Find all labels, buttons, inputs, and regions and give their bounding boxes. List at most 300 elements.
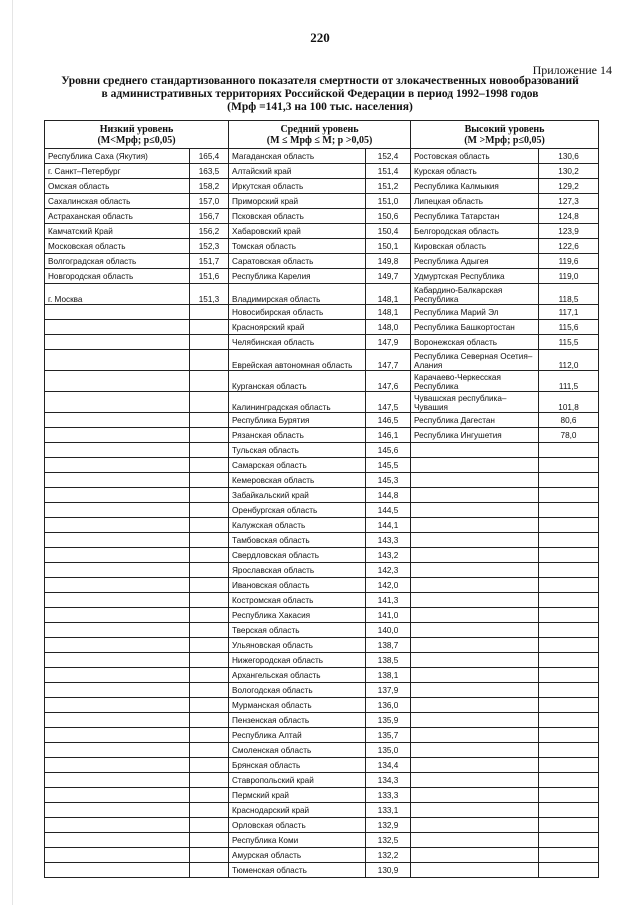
low-region-cell bbox=[45, 848, 190, 863]
low-region-cell bbox=[45, 683, 190, 698]
high-region-cell bbox=[411, 623, 539, 638]
high-region-cell: Удмуртская Республика bbox=[411, 269, 539, 284]
low-value-cell bbox=[190, 803, 229, 818]
table-row bbox=[45, 179, 599, 194]
low-value-cell: 151,3 bbox=[190, 284, 229, 305]
low-value-cell bbox=[190, 593, 229, 608]
mid-region-cell: Ставропольский край bbox=[229, 773, 366, 788]
mid-value-cell: 144,8 bbox=[366, 488, 411, 503]
mid-value-cell: 151,4 bbox=[366, 164, 411, 179]
high-region-cell: Чувашская республика–Чувашия bbox=[411, 392, 539, 413]
high-value-cell bbox=[539, 473, 599, 488]
mid-region-cell: Республика Карелия bbox=[229, 269, 366, 284]
high-value-cell bbox=[539, 818, 599, 833]
mid-value-cell: 145,3 bbox=[366, 473, 411, 488]
low-value-cell: 158,2 bbox=[190, 179, 229, 194]
table-row bbox=[45, 254, 599, 269]
mid-value-cell: 132,2 bbox=[366, 848, 411, 863]
high-region-cell: Воронежская область bbox=[411, 335, 539, 350]
high-value-cell bbox=[539, 653, 599, 668]
high-region-cell: Курская область bbox=[411, 164, 539, 179]
low-value-cell bbox=[190, 563, 229, 578]
high-region-cell bbox=[411, 578, 539, 593]
high-region-cell: Республика Северная Осетия–Алания bbox=[411, 350, 539, 371]
low-value-cell: 156,2 bbox=[190, 224, 229, 239]
mid-value-cell: 144,1 bbox=[366, 518, 411, 533]
mid-region-cell: Республика Бурятия bbox=[229, 413, 366, 428]
table-row bbox=[45, 392, 599, 413]
high-value-cell bbox=[539, 548, 599, 563]
low-value-cell bbox=[190, 320, 229, 335]
mid-value-cell: 145,6 bbox=[366, 443, 411, 458]
low-value-cell: 157,0 bbox=[190, 194, 229, 209]
table-row bbox=[45, 284, 599, 305]
low-value-cell bbox=[190, 698, 229, 713]
table-row bbox=[45, 443, 599, 458]
title-line-3: (Мрф =141,3 на 100 тыс. населения) bbox=[227, 101, 413, 113]
low-value-cell bbox=[190, 488, 229, 503]
high-value-cell bbox=[539, 533, 599, 548]
high-region-cell bbox=[411, 653, 539, 668]
low-value-cell bbox=[190, 863, 229, 878]
low-region-cell: Омская область bbox=[45, 179, 190, 194]
high-region-cell bbox=[411, 608, 539, 623]
mid-region-cell: Костромская область bbox=[229, 593, 366, 608]
mid-region-cell: Республика Коми bbox=[229, 833, 366, 848]
low-value-cell bbox=[190, 743, 229, 758]
low-region-cell bbox=[45, 458, 190, 473]
mid-value-cell: 143,3 bbox=[366, 533, 411, 548]
mid-region-cell: Приморский край bbox=[229, 194, 366, 209]
low-region-cell bbox=[45, 473, 190, 488]
high-region-cell: Республика Башкортостан bbox=[411, 320, 539, 335]
low-value-cell: 151,7 bbox=[190, 254, 229, 269]
high-value-cell: 117,1 bbox=[539, 305, 599, 320]
low-value-cell bbox=[190, 533, 229, 548]
mid-value-cell: 151,2 bbox=[366, 179, 411, 194]
mid-region-cell: Саратовская область bbox=[229, 254, 366, 269]
mid-value-cell: 132,5 bbox=[366, 833, 411, 848]
high-region-cell bbox=[411, 698, 539, 713]
mid-region-cell: Тверская область bbox=[229, 623, 366, 638]
header-mid-condition: (М ≤ Мрф ≤ М; р >0,05) bbox=[266, 134, 373, 146]
mid-value-cell: 135,0 bbox=[366, 743, 411, 758]
mid-region-cell: Еврейская автономная область bbox=[229, 350, 366, 371]
table-row bbox=[45, 833, 599, 848]
high-region-cell: Республика Ингушетия bbox=[411, 428, 539, 443]
table-body bbox=[45, 149, 599, 878]
high-value-cell: 115,6 bbox=[539, 320, 599, 335]
mid-value-cell: 137,9 bbox=[366, 683, 411, 698]
low-region-cell bbox=[45, 758, 190, 773]
mid-region-cell: Нижегородская область bbox=[229, 653, 366, 668]
header-mid-level bbox=[229, 121, 411, 149]
high-region-cell: Карачаево-Черкесская Республика bbox=[411, 371, 539, 392]
table-row bbox=[45, 623, 599, 638]
high-region-cell bbox=[411, 773, 539, 788]
mid-region-cell: Хабаровский край bbox=[229, 224, 366, 239]
high-region-cell: Кабардино-Балкарская Республика bbox=[411, 284, 539, 305]
header-high-condition: (М >Мрф; р≤0,05) bbox=[464, 134, 545, 146]
table-row bbox=[45, 305, 599, 320]
high-value-cell bbox=[539, 623, 599, 638]
table-row bbox=[45, 818, 599, 833]
low-value-cell bbox=[190, 548, 229, 563]
table-row bbox=[45, 608, 599, 623]
low-value-cell bbox=[190, 578, 229, 593]
high-region-cell: Липецкая область bbox=[411, 194, 539, 209]
high-value-cell bbox=[539, 833, 599, 848]
table-row bbox=[45, 350, 599, 371]
low-region-cell: Республика Саха (Якутия) bbox=[45, 149, 190, 164]
table-row bbox=[45, 335, 599, 350]
table-row bbox=[45, 164, 599, 179]
page-number: 220 bbox=[310, 30, 330, 45]
low-value-cell bbox=[190, 773, 229, 788]
table-row bbox=[45, 698, 599, 713]
mid-region-cell: Калужская область bbox=[229, 518, 366, 533]
low-value-cell bbox=[190, 458, 229, 473]
high-value-cell bbox=[539, 458, 599, 473]
mid-value-cell: 142,3 bbox=[366, 563, 411, 578]
high-region-cell bbox=[411, 443, 539, 458]
mid-region-cell: Владимирская область bbox=[229, 284, 366, 305]
low-value-cell bbox=[190, 371, 229, 392]
table-row bbox=[45, 638, 599, 653]
high-value-cell bbox=[539, 698, 599, 713]
low-value-cell bbox=[190, 608, 229, 623]
high-value-cell bbox=[539, 848, 599, 863]
table-header-row bbox=[45, 121, 599, 149]
table-row bbox=[45, 548, 599, 563]
mid-value-cell: 142,0 bbox=[366, 578, 411, 593]
low-region-cell bbox=[45, 743, 190, 758]
table-row bbox=[45, 788, 599, 803]
header-low-level bbox=[45, 121, 229, 149]
mid-region-cell: Ульяновская область bbox=[229, 638, 366, 653]
low-region-cell bbox=[45, 533, 190, 548]
low-region-cell bbox=[45, 548, 190, 563]
low-region-cell bbox=[45, 833, 190, 848]
mid-value-cell: 133,1 bbox=[366, 803, 411, 818]
mid-region-cell: Самарская область bbox=[229, 458, 366, 473]
mid-region-cell: Тамбовская область bbox=[229, 533, 366, 548]
high-value-cell bbox=[539, 443, 599, 458]
low-region-cell bbox=[45, 563, 190, 578]
mid-value-cell: 145,5 bbox=[366, 458, 411, 473]
table-row bbox=[45, 413, 599, 428]
mid-region-cell: Оренбургская область bbox=[229, 503, 366, 518]
mid-region-cell: Рязанская область bbox=[229, 428, 366, 443]
low-region-cell bbox=[45, 392, 190, 413]
high-value-cell bbox=[539, 578, 599, 593]
high-value-cell: 80,6 bbox=[539, 413, 599, 428]
high-region-cell: Белгородская область bbox=[411, 224, 539, 239]
mid-value-cell: 146,5 bbox=[366, 413, 411, 428]
high-value-cell bbox=[539, 863, 599, 878]
mid-value-cell: 132,9 bbox=[366, 818, 411, 833]
high-value-cell: 129,2 bbox=[539, 179, 599, 194]
high-value-cell: 78,0 bbox=[539, 428, 599, 443]
low-region-cell: Волгоградская область bbox=[45, 254, 190, 269]
table-row bbox=[45, 149, 599, 164]
high-value-cell bbox=[539, 773, 599, 788]
mid-value-cell: 148,1 bbox=[366, 284, 411, 305]
mid-value-cell: 138,7 bbox=[366, 638, 411, 653]
high-region-cell bbox=[411, 788, 539, 803]
low-region-cell bbox=[45, 638, 190, 653]
low-value-cell bbox=[190, 518, 229, 533]
high-value-cell bbox=[539, 488, 599, 503]
high-region-cell bbox=[411, 548, 539, 563]
low-value-cell bbox=[190, 788, 229, 803]
low-value-cell bbox=[190, 653, 229, 668]
high-region-cell bbox=[411, 743, 539, 758]
high-value-cell bbox=[539, 683, 599, 698]
low-value-cell: 165,4 bbox=[190, 149, 229, 164]
low-value-cell bbox=[190, 818, 229, 833]
high-value-cell: 112,0 bbox=[539, 350, 599, 371]
low-value-cell bbox=[190, 683, 229, 698]
mid-value-cell: 147,7 bbox=[366, 350, 411, 371]
high-value-cell: 119,0 bbox=[539, 269, 599, 284]
document-title bbox=[40, 75, 600, 114]
mid-region-cell: Пензенская область bbox=[229, 713, 366, 728]
low-region-cell bbox=[45, 593, 190, 608]
mid-region-cell: Красноярский край bbox=[229, 320, 366, 335]
table-row bbox=[45, 758, 599, 773]
header-high-level bbox=[411, 121, 599, 149]
mid-region-cell: Краснодарский край bbox=[229, 803, 366, 818]
low-region-cell bbox=[45, 713, 190, 728]
low-region-cell: Камчатский Край bbox=[45, 224, 190, 239]
mid-value-cell: 147,6 bbox=[366, 371, 411, 392]
low-value-cell bbox=[190, 638, 229, 653]
high-value-cell bbox=[539, 713, 599, 728]
high-value-cell bbox=[539, 743, 599, 758]
low-region-cell bbox=[45, 698, 190, 713]
mid-region-cell: Магаданская область bbox=[229, 149, 366, 164]
mid-region-cell: Псковская область bbox=[229, 209, 366, 224]
header-low-label: Низкий уровень bbox=[99, 123, 174, 135]
mid-value-cell: 135,9 bbox=[366, 713, 411, 728]
low-region-cell: Астраханская область bbox=[45, 209, 190, 224]
high-region-cell bbox=[411, 638, 539, 653]
table-row bbox=[45, 473, 599, 488]
table-row bbox=[45, 743, 599, 758]
high-region-cell bbox=[411, 593, 539, 608]
table-row bbox=[45, 458, 599, 473]
mid-value-cell: 141,0 bbox=[366, 608, 411, 623]
table-row bbox=[45, 713, 599, 728]
high-value-cell: 130,6 bbox=[539, 149, 599, 164]
table-row bbox=[45, 728, 599, 743]
table-row bbox=[45, 593, 599, 608]
low-value-cell: 163,5 bbox=[190, 164, 229, 179]
low-value-cell bbox=[190, 428, 229, 443]
high-region-cell bbox=[411, 713, 539, 728]
mid-region-cell: Иркутская область bbox=[229, 179, 366, 194]
mid-region-cell: Тюменская область bbox=[229, 863, 366, 878]
high-region-cell: Ростовская область bbox=[411, 149, 539, 164]
mid-region-cell: Курганская область bbox=[229, 371, 366, 392]
high-value-cell bbox=[539, 593, 599, 608]
table-row bbox=[45, 518, 599, 533]
low-region-cell bbox=[45, 653, 190, 668]
high-value-cell bbox=[539, 638, 599, 653]
mid-value-cell: 144,5 bbox=[366, 503, 411, 518]
mid-value-cell: 134,3 bbox=[366, 773, 411, 788]
mid-value-cell: 130,9 bbox=[366, 863, 411, 878]
table-row bbox=[45, 320, 599, 335]
mid-region-cell: Свердловская область bbox=[229, 548, 366, 563]
low-region-cell bbox=[45, 428, 190, 443]
low-region-cell bbox=[45, 818, 190, 833]
low-value-cell bbox=[190, 668, 229, 683]
low-value-cell bbox=[190, 443, 229, 458]
low-region-cell bbox=[45, 413, 190, 428]
mid-value-cell: 147,5 bbox=[366, 392, 411, 413]
mid-region-cell: Тульская область bbox=[229, 443, 366, 458]
mid-value-cell: 148,0 bbox=[366, 320, 411, 335]
low-value-cell bbox=[190, 413, 229, 428]
table-row bbox=[45, 848, 599, 863]
header-high-label: Высокий уровень bbox=[464, 123, 545, 135]
table-row bbox=[45, 239, 599, 254]
high-value-cell: 124,8 bbox=[539, 209, 599, 224]
mid-region-cell: Кемеровская область bbox=[229, 473, 366, 488]
table-row bbox=[45, 863, 599, 878]
mid-value-cell: 150,6 bbox=[366, 209, 411, 224]
table-row bbox=[45, 194, 599, 209]
low-value-cell bbox=[190, 623, 229, 638]
mid-region-cell: Брянская область bbox=[229, 758, 366, 773]
high-value-cell bbox=[539, 518, 599, 533]
low-region-cell bbox=[45, 773, 190, 788]
mid-value-cell: 134,4 bbox=[366, 758, 411, 773]
high-value-cell bbox=[539, 608, 599, 623]
high-value-cell bbox=[539, 503, 599, 518]
low-region-cell: г. Москва bbox=[45, 284, 190, 305]
table-row bbox=[45, 371, 599, 392]
table-row bbox=[45, 683, 599, 698]
title-line-1: Уровни среднего стандартизованного показателя смертности от злокачественных новообразований bbox=[61, 75, 579, 87]
table-row bbox=[45, 653, 599, 668]
title-line-2: в административных территориях Российской Федерации в период 1992–1998 годов bbox=[101, 88, 539, 100]
high-value-cell: 118,5 bbox=[539, 284, 599, 305]
mid-value-cell: 133,3 bbox=[366, 788, 411, 803]
mid-region-cell: Вологодская область bbox=[229, 683, 366, 698]
mid-value-cell: 149,7 bbox=[366, 269, 411, 284]
high-value-cell: 122,6 bbox=[539, 239, 599, 254]
low-value-cell: 152,3 bbox=[190, 239, 229, 254]
high-region-cell bbox=[411, 518, 539, 533]
mid-region-cell: Алтайский край bbox=[229, 164, 366, 179]
table-row bbox=[45, 578, 599, 593]
high-region-cell: Республика Дагестан bbox=[411, 413, 539, 428]
high-region-cell bbox=[411, 533, 539, 548]
low-region-cell bbox=[45, 488, 190, 503]
high-region-cell bbox=[411, 683, 539, 698]
mid-region-cell: Пермский край bbox=[229, 788, 366, 803]
low-value-cell bbox=[190, 473, 229, 488]
low-value-cell bbox=[190, 848, 229, 863]
low-value-cell bbox=[190, 392, 229, 413]
page-edge-line bbox=[12, 0, 13, 905]
high-region-cell bbox=[411, 563, 539, 578]
mid-value-cell: 146,1 bbox=[366, 428, 411, 443]
mid-value-cell: 147,9 bbox=[366, 335, 411, 350]
low-region-cell bbox=[45, 518, 190, 533]
high-region-cell bbox=[411, 848, 539, 863]
mid-region-cell: Томская область bbox=[229, 239, 366, 254]
high-region-cell: Республика Адыгея bbox=[411, 254, 539, 269]
low-value-cell bbox=[190, 758, 229, 773]
mid-value-cell: 138,1 bbox=[366, 668, 411, 683]
high-region-cell: Республика Калмыкия bbox=[411, 179, 539, 194]
high-region-cell bbox=[411, 473, 539, 488]
header-mid-label: Средний уровень bbox=[280, 123, 359, 135]
table-row bbox=[45, 668, 599, 683]
low-region-cell bbox=[45, 350, 190, 371]
mid-region-cell: Амурская область bbox=[229, 848, 366, 863]
high-value-cell bbox=[539, 758, 599, 773]
low-region-cell bbox=[45, 788, 190, 803]
low-region-cell bbox=[45, 803, 190, 818]
mid-region-cell: Новосибирская область bbox=[229, 305, 366, 320]
high-region-cell: Республика Татарстан bbox=[411, 209, 539, 224]
mortality-levels-table bbox=[44, 120, 599, 878]
mid-value-cell: 136,0 bbox=[366, 698, 411, 713]
mid-region-cell: Челябинская область bbox=[229, 335, 366, 350]
low-value-cell bbox=[190, 335, 229, 350]
header-low-condition: (М<Мрф; р≤0,05) bbox=[97, 134, 176, 146]
mid-value-cell: 151,0 bbox=[366, 194, 411, 209]
low-region-cell bbox=[45, 623, 190, 638]
mid-region-cell: Смоленская область bbox=[229, 743, 366, 758]
low-region-cell bbox=[45, 608, 190, 623]
table-row bbox=[45, 269, 599, 284]
high-value-cell: 130,2 bbox=[539, 164, 599, 179]
mid-value-cell: 150,4 bbox=[366, 224, 411, 239]
table-row bbox=[45, 803, 599, 818]
low-region-cell bbox=[45, 668, 190, 683]
mid-value-cell: 138,5 bbox=[366, 653, 411, 668]
high-value-cell: 101,8 bbox=[539, 392, 599, 413]
low-value-cell bbox=[190, 503, 229, 518]
low-value-cell bbox=[190, 728, 229, 743]
mid-value-cell: 141,3 bbox=[366, 593, 411, 608]
mid-region-cell: Республика Хакасия bbox=[229, 608, 366, 623]
mid-region-cell: Мурманская область bbox=[229, 698, 366, 713]
mid-region-cell: Калининградская область bbox=[229, 392, 366, 413]
table-row bbox=[45, 428, 599, 443]
high-region-cell bbox=[411, 503, 539, 518]
low-value-cell bbox=[190, 305, 229, 320]
low-region-cell bbox=[45, 443, 190, 458]
mid-value-cell: 149,8 bbox=[366, 254, 411, 269]
low-region-cell bbox=[45, 305, 190, 320]
low-region-cell bbox=[45, 728, 190, 743]
low-region-cell: Новгородская область bbox=[45, 269, 190, 284]
high-region-cell bbox=[411, 818, 539, 833]
low-region-cell bbox=[45, 371, 190, 392]
low-region-cell bbox=[45, 335, 190, 350]
mid-region-cell: Ивановская область bbox=[229, 578, 366, 593]
mid-region-cell: Забайкальский край bbox=[229, 488, 366, 503]
high-value-cell: 111,5 bbox=[539, 371, 599, 392]
high-region-cell: Республика Марий Эл bbox=[411, 305, 539, 320]
